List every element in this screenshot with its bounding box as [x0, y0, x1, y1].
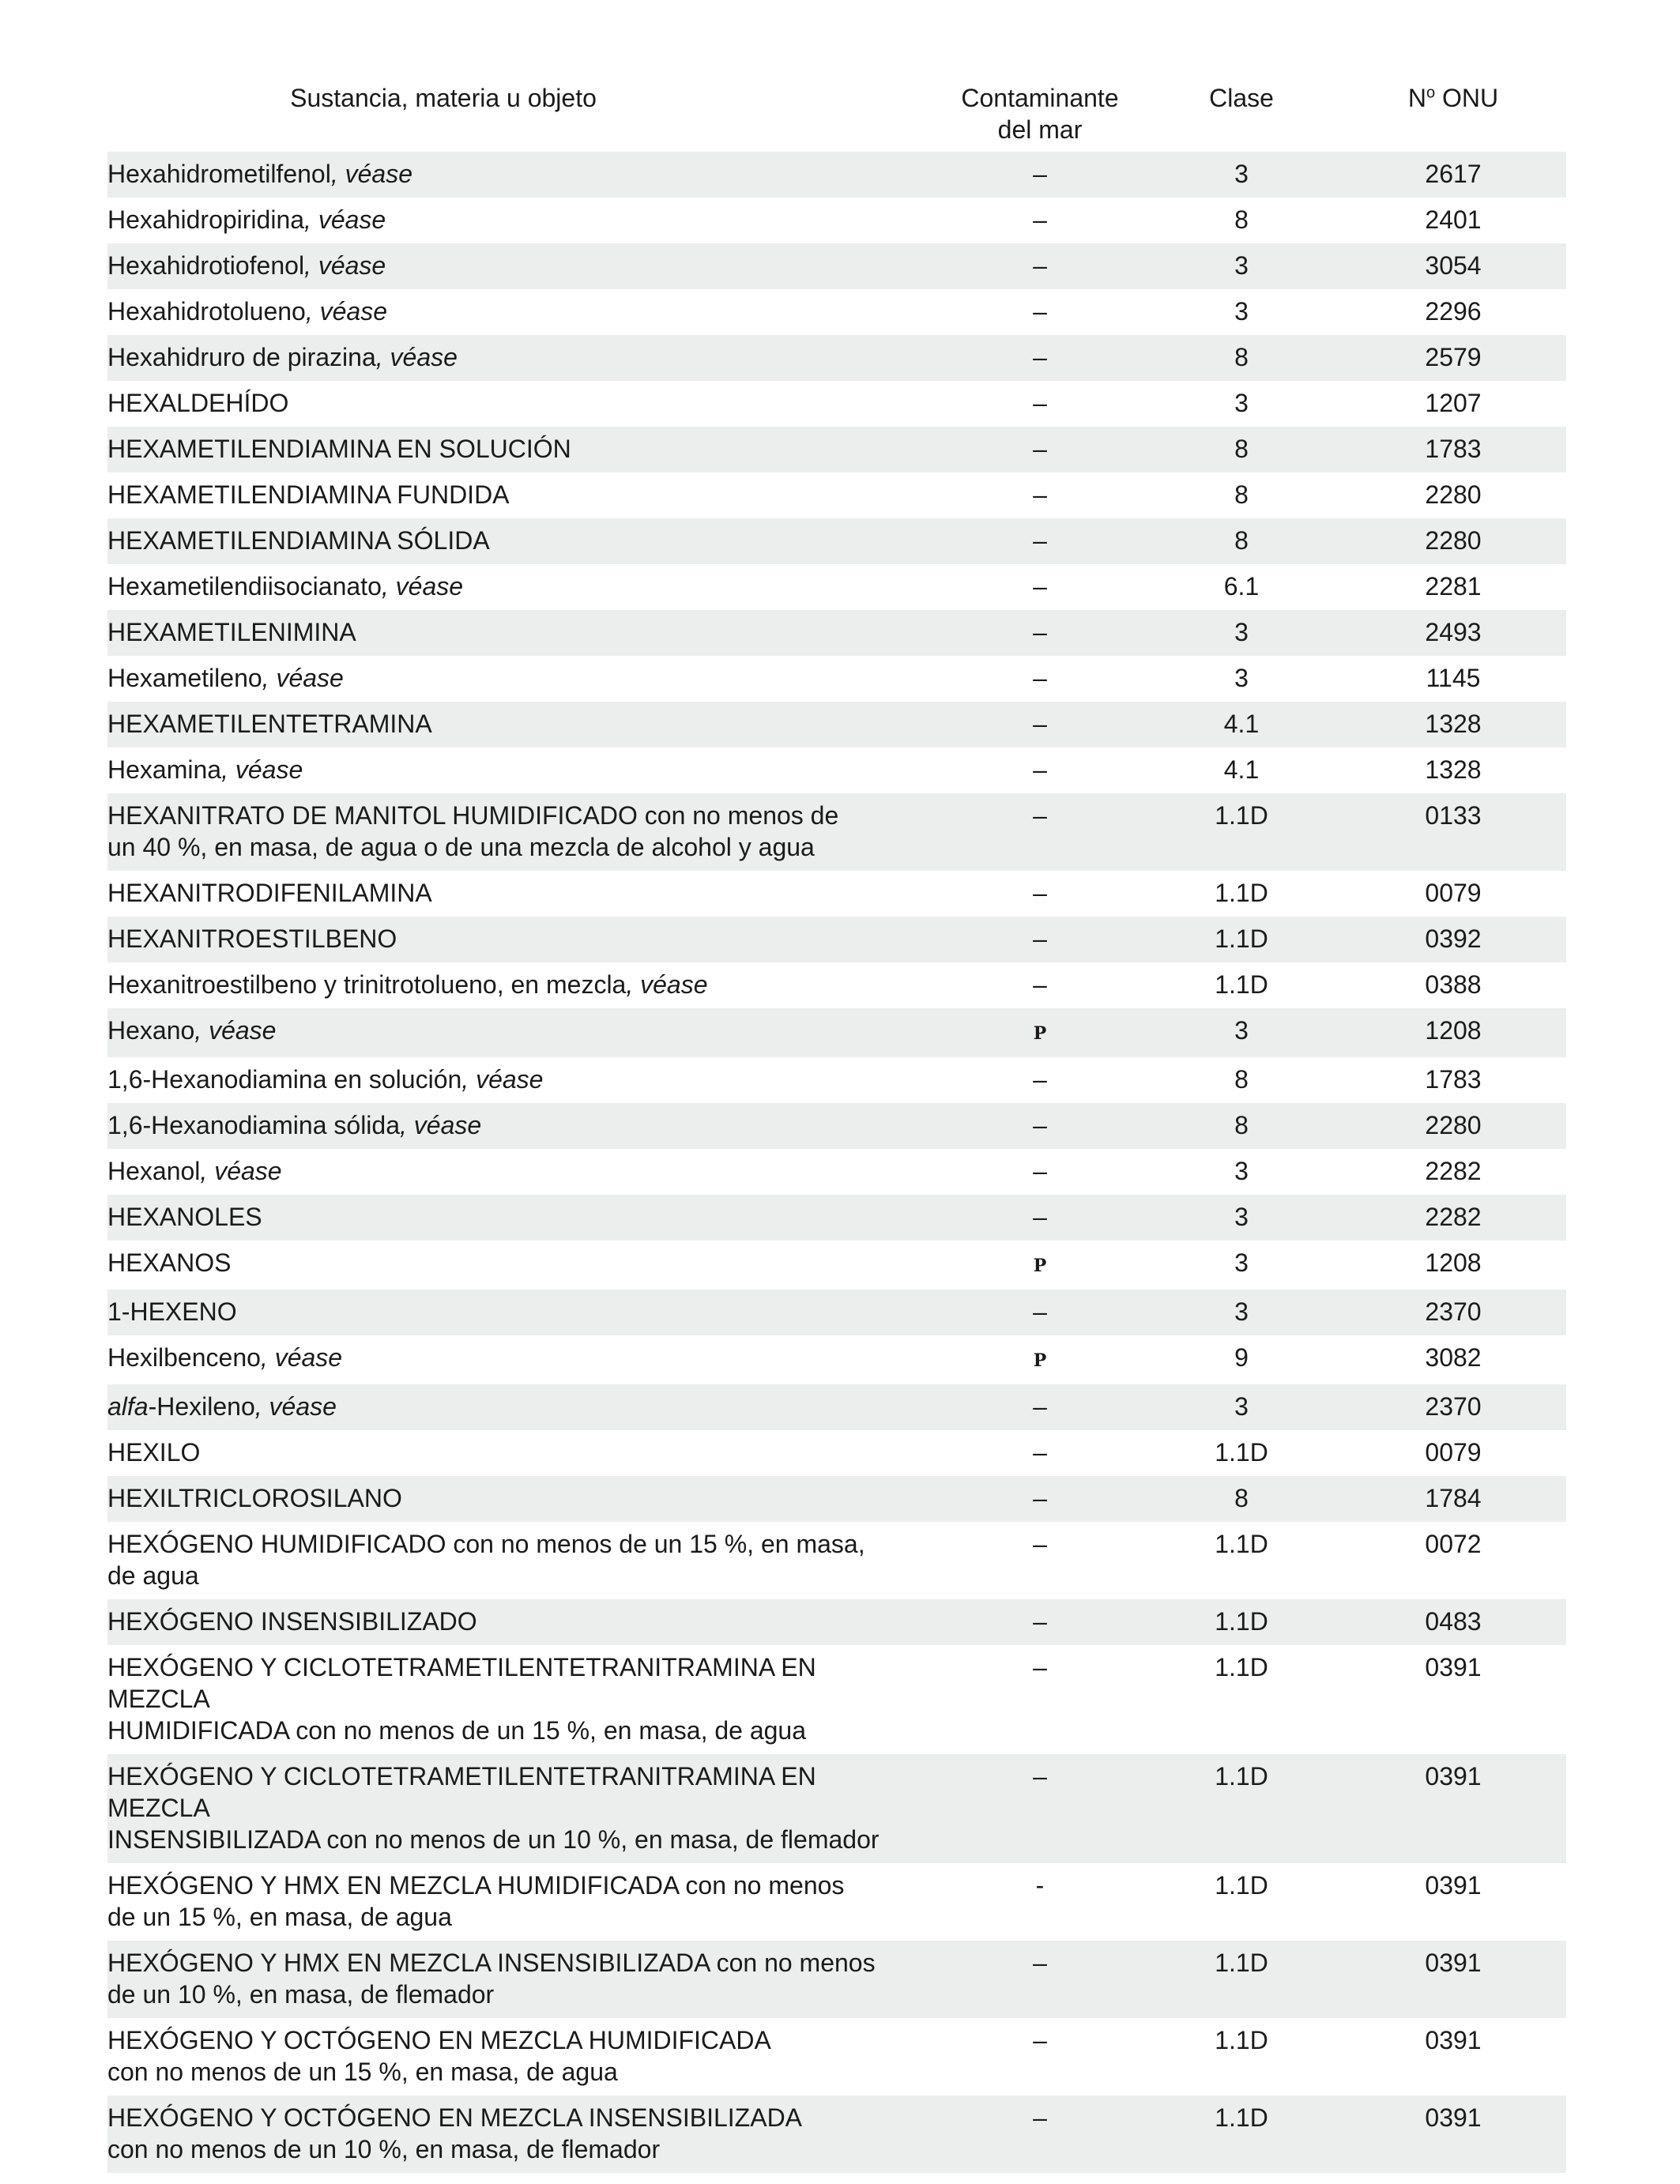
un-number-cell: 0391 [1340, 2096, 1566, 2173]
marine-pollutant-cell [937, 152, 1143, 198]
substance-name: HEXANOS [107, 1248, 232, 1277]
substance-name-cell [107, 610, 937, 656]
class-cell: 1.1D [1215, 1438, 1268, 1467]
substance-name-continuation: con no menos de un 10 %, en masa, de flemador [107, 2135, 661, 2163]
marine-pollutant-cell [937, 1290, 1143, 1335]
marine-pollutant-cell [937, 1241, 1143, 1290]
substance-name-cell [107, 1241, 937, 1290]
un-number-cell: 1208 [1340, 1008, 1566, 1057]
marine-pollutant-cell [937, 871, 1143, 917]
marine-pollutant-cell [937, 427, 1143, 473]
substance-name-continuation: de un 10 %, en masa, de flemador [107, 1980, 495, 2009]
table-row [107, 335, 1566, 381]
substance-name: Hexahidrotiofenol [107, 251, 305, 280]
substance-name: Hexanol [107, 1157, 201, 1185]
substance-name: 1,6-Hexanodiamina sólida [107, 1111, 400, 1139]
document-page [107, 79, 1566, 2173]
substance-name: HEXANOLES [107, 1203, 262, 1231]
marine-pollutant-dash: – [1033, 1203, 1047, 1231]
un-number-cell: 0079 [1425, 879, 1482, 907]
substance-name-cell [107, 656, 937, 702]
un-number-cell: 3082 [1425, 1343, 1482, 1372]
class-cell: 3 [1143, 152, 1340, 198]
substance-name-cell [107, 702, 937, 747]
un-number-cell: 0391 [1340, 1754, 1566, 1863]
table-body [107, 152, 1566, 2173]
un-number-cell: 2281 [1425, 572, 1482, 601]
marine-pollutant-dash: – [1033, 480, 1047, 509]
substance-name-cell [107, 1335, 937, 1384]
substance-name-cell [107, 1290, 937, 1335]
substance-name: Hexahidruro de pirazina [107, 343, 376, 371]
table-row [107, 1335, 1566, 1384]
substance-name: HEXILO [107, 1438, 201, 1467]
class-cell: 3 [1234, 297, 1249, 326]
header-un-sup: o [1426, 84, 1436, 102]
marine-pollutant-dash: – [1033, 710, 1047, 738]
marine-pollutant-cell [937, 518, 1143, 564]
marine-pollutant-cell [937, 1149, 1143, 1195]
marine-pollutant-cell [937, 1476, 1143, 1522]
substance-name-cell [107, 917, 937, 962]
marine-pollutant-cell [937, 1384, 1143, 1430]
substance-name-cell [107, 289, 937, 335]
substance-name-prefix-italic: alfa [107, 1392, 149, 1421]
marine-pollutant-cell [937, 2018, 1143, 2096]
substance-name-continuation: de un 15 %, en masa, de agua [107, 1903, 452, 1931]
class-cell: 1.1D [1143, 2096, 1340, 2173]
marine-pollutant-cell [937, 610, 1143, 656]
marine-pollutant-dash: – [1033, 2103, 1047, 2132]
marine-pollutant-cell [937, 564, 1143, 610]
marine-pollutant-cell [937, 1863, 1143, 1941]
un-number-cell: 0133 [1340, 793, 1566, 871]
table-row [107, 871, 1566, 917]
substance-name: HEXÓGENO Y HMX EN MEZCLA HUMIDIFICADA con no menos [107, 1871, 845, 1900]
substance-name: HEXÓGENO Y CICLOTETRAMETILENTETRANITRAMINA EN MEZCLA [107, 1762, 816, 1822]
substance-name-cell [107, 427, 937, 473]
un-number-cell: 1145 [1426, 664, 1481, 692]
marine-pollutant-dash: – [1033, 526, 1047, 555]
un-number-cell: 1328 [1425, 755, 1482, 784]
see-reference: , véase [304, 205, 386, 234]
marine-pollutant-cell [937, 1645, 1143, 1754]
un-number-cell: 1328 [1340, 702, 1566, 747]
un-number-cell: 1208 [1425, 1248, 1482, 1277]
table-row [107, 243, 1566, 289]
class-cell: 1.1D [1215, 970, 1268, 999]
marine-pollutant-dash: – [1033, 1484, 1047, 1512]
marine-pollutant-mark: P [1033, 1256, 1047, 1276]
table-row [107, 1476, 1566, 1522]
un-number-cell: 2579 [1340, 335, 1566, 381]
un-number-cell: 2296 [1425, 297, 1482, 326]
un-number-cell: 2280 [1340, 518, 1566, 564]
un-number-cell: 0079 [1425, 1438, 1482, 1467]
un-number-cell: 2370 [1340, 1290, 1566, 1335]
class-cell: 6.1 [1223, 572, 1260, 601]
marine-pollutant-cell [937, 793, 1143, 871]
substance-name: Hexametilendiisocianato [107, 572, 382, 601]
marine-pollutant-dash: – [1033, 1157, 1047, 1185]
class-cell: 1.1D [1215, 1530, 1268, 1558]
table-row [107, 656, 1566, 702]
see-reference: , véase [254, 1392, 337, 1421]
header-un-prefix: N [1407, 84, 1426, 112]
substance-name-continuation: HUMIDIFICADA con no menos de un 15 %, en masa, de agua [107, 1716, 807, 1745]
see-reference: , véase [304, 251, 386, 280]
substance-name-continuation: de agua [107, 1561, 199, 1590]
substance-name-continuation: INSENSIBILIZADA con no menos de un 10 %, en masa, de flemador [107, 1825, 880, 1854]
substance-name-cell [107, 335, 937, 381]
substance-name: 1-HEXENO [107, 1297, 237, 1326]
header-marine-pollutant [937, 79, 1143, 152]
un-number-cell: 0391 [1425, 1653, 1482, 1681]
table-row [107, 473, 1566, 518]
substance-name-cell [107, 1754, 937, 1863]
table-row [107, 564, 1566, 610]
see-reference: , véase [381, 572, 464, 601]
substance-name: HEXAMETILENDIAMINA SÓLIDA [107, 526, 490, 555]
substance-name: HEXÓGENO Y OCTÓGENO EN MEZCLA INSENSIBILIZADA [107, 2103, 803, 2132]
class-cell: 4.1 [1143, 702, 1340, 747]
marine-pollutant-cell [937, 917, 1143, 962]
marine-pollutant-mark: P [1033, 1023, 1047, 1044]
header-un-suffix: ONU [1435, 84, 1499, 112]
table-row [107, 1149, 1566, 1195]
substance-name-cell [107, 871, 937, 917]
substance-name-cell [107, 564, 937, 610]
marine-pollutant-cell [937, 1335, 1143, 1384]
un-number-cell: 0388 [1425, 970, 1482, 999]
marine-pollutant-cell [937, 747, 1143, 793]
table-row [107, 1103, 1566, 1149]
substance-name-cell [107, 518, 937, 564]
table-row [107, 2096, 1566, 2173]
substance-name: HEXAMETILENDIAMINA FUNDIDA [107, 480, 510, 509]
un-number-cell: 0392 [1340, 917, 1566, 962]
table-row [107, 747, 1566, 793]
class-cell: 4.1 [1223, 755, 1260, 784]
marine-pollutant-cell [937, 243, 1143, 289]
marine-pollutant-dash: – [1033, 1530, 1047, 1558]
class-cell: 8 [1234, 480, 1249, 509]
table-row [107, 1599, 1566, 1645]
substance-name-cell [107, 1941, 937, 2018]
see-reference: , véase [330, 160, 412, 188]
un-number-cell: 0391 [1425, 2026, 1482, 2054]
marine-pollutant-cell [937, 1008, 1143, 1057]
substance-name-cell [107, 1863, 937, 1941]
substance-name-cell [107, 1008, 937, 1057]
marine-pollutant-mark: P [1033, 1350, 1047, 1371]
substance-name-cell [107, 381, 937, 427]
substance-name: HEXÓGENO INSENSIBILIZADO [107, 1607, 477, 1636]
un-number-cell: 2617 [1340, 152, 1566, 198]
class-cell: 8 [1143, 518, 1340, 564]
un-number-cell: 1783 [1425, 1065, 1482, 1094]
un-number-cell: 0483 [1340, 1599, 1566, 1645]
marine-pollutant-cell [937, 473, 1143, 518]
class-cell: 3 [1143, 1195, 1340, 1241]
marine-pollutant-cell [937, 335, 1143, 381]
table-row [107, 1863, 1566, 1941]
marine-pollutant-dash: – [1033, 1653, 1047, 1681]
class-cell: 8 [1234, 205, 1249, 234]
class-cell: 3 [1143, 1008, 1340, 1057]
substance-name: Hexano [107, 1016, 195, 1045]
class-cell: 3 [1143, 610, 1340, 656]
substance-name: Hexanitroestilbeno y trinitrotolueno, en mezcla [107, 970, 627, 999]
table-row [107, 610, 1566, 656]
header-marine-pollutant-line2: del mar [997, 115, 1083, 144]
class-cell: 1.1D [1143, 1754, 1340, 1863]
class-cell: 1.1D [1215, 1653, 1268, 1681]
substance-name: Hexamina [107, 755, 222, 784]
un-number-cell: 0391 [1425, 1871, 1482, 1900]
marine-pollutant-cell [937, 2096, 1143, 2173]
see-reference: , véase [260, 1343, 343, 1372]
class-cell: 3 [1143, 243, 1340, 289]
un-number-cell: 2370 [1340, 1384, 1566, 1430]
substance-name-cell [107, 2018, 937, 2096]
substance-name-cell [107, 1645, 937, 1754]
see-reference: , véase [221, 755, 303, 784]
table-row [107, 518, 1566, 564]
marine-pollutant-dash: – [1033, 879, 1047, 907]
table-row [107, 1754, 1566, 1863]
table-row [107, 1384, 1566, 1430]
un-number-cell: 2282 [1340, 1195, 1566, 1241]
marine-pollutant-dash: – [1033, 251, 1047, 280]
class-cell: 1.1D [1215, 879, 1268, 907]
marine-pollutant-cell [937, 656, 1143, 702]
marine-pollutant-dash: – [1033, 1762, 1047, 1791]
substance-name-cell [107, 1599, 937, 1645]
marine-pollutant-dash: – [1033, 205, 1047, 234]
un-number-cell: 2493 [1340, 610, 1566, 656]
class-cell: 8 [1143, 1103, 1340, 1149]
un-number-cell: 1207 [1425, 389, 1482, 417]
marine-pollutant-dash: – [1033, 1065, 1047, 1094]
marine-pollutant-cell [937, 1195, 1143, 1241]
class-cell: 8 [1143, 335, 1340, 381]
substance-name: -Hexileno [148, 1392, 255, 1421]
un-number-cell: 0391 [1340, 1941, 1566, 2018]
substance-name: Hexahidropiridina [107, 205, 305, 234]
substance-name: HEXÓGENO Y HMX EN MEZCLA INSENSIBILIZADA con no menos [107, 1949, 876, 1977]
marine-pollutant-dash: – [1033, 1297, 1047, 1326]
substance-name-cell [107, 962, 937, 1008]
marine-pollutant-dash: – [1033, 1607, 1047, 1636]
substance-name-cell [107, 1149, 937, 1195]
substance-name: Hexahidrometilfenol [107, 160, 331, 188]
substance-name-cell [107, 1384, 937, 1430]
un-number-cell: 2282 [1425, 1157, 1482, 1185]
substance-name: Hexahidrotolueno [107, 297, 306, 326]
header-marine-pollutant-line1: Contaminante [961, 84, 1119, 112]
table-row [107, 962, 1566, 1008]
substance-name: HEXAMETILENDIAMINA EN SOLUCIÓN [107, 435, 571, 463]
substance-name: 1,6-Hexanodiamina en solución [107, 1065, 462, 1094]
substance-name-cell [107, 1057, 937, 1103]
substance-name-cell [107, 198, 937, 243]
marine-pollutant-cell [937, 1754, 1143, 1863]
table-row [107, 793, 1566, 871]
marine-pollutant-dash: – [1033, 343, 1047, 371]
see-reference: , véase [194, 1016, 277, 1045]
class-cell: 9 [1234, 1343, 1249, 1372]
substance-name-cell [107, 747, 937, 793]
marine-pollutant-dash: – [1033, 572, 1047, 601]
substance-name-cell [107, 1476, 937, 1522]
substance-name-cell [107, 793, 937, 871]
marine-pollutant-cell [937, 1941, 1143, 2018]
marine-pollutant-cell [937, 1522, 1143, 1599]
marine-pollutant-dash: – [1033, 755, 1047, 784]
substance-name: HEXILTRICLOROSILANO [107, 1484, 402, 1512]
marine-pollutant-dash: – [1033, 389, 1047, 417]
header-class: Clase [1209, 84, 1274, 112]
substance-name-continuation: un 40 %, en masa, de agua o de una mezcla de alcohol y agua [107, 833, 815, 861]
substance-name-cell [107, 1103, 937, 1149]
marine-pollutant-dash: – [1033, 618, 1047, 646]
table-row [107, 1522, 1566, 1599]
marine-pollutant-cell [937, 1430, 1143, 1476]
substance-name: HEXANITROESTILBENO [107, 924, 397, 953]
marine-pollutant-cell [937, 289, 1143, 335]
substance-name-cell [107, 2096, 937, 2173]
see-reference: , véase [400, 1111, 482, 1139]
table-header [107, 79, 1566, 152]
marine-pollutant-cell [937, 1103, 1143, 1149]
table-row [107, 198, 1566, 243]
class-cell: 3 [1234, 1157, 1249, 1185]
substance-name: HEXAMETILENTETRAMINA [107, 710, 432, 738]
table-row [107, 1008, 1566, 1057]
marine-pollutant-dash: – [1033, 664, 1047, 692]
header-substance: Sustancia, materia u objeto [290, 84, 597, 112]
substance-name: HEXAMETILENIMINA [107, 618, 356, 646]
table-row [107, 702, 1566, 747]
substance-name-cell [107, 473, 937, 518]
marine-pollutant-cell [937, 1057, 1143, 1103]
marine-pollutant-dash: - [1035, 1871, 1045, 1900]
table-row [107, 289, 1566, 335]
class-cell: 8 [1234, 1065, 1249, 1094]
class-cell: 1.1D [1143, 1941, 1340, 2018]
marine-pollutant-cell [937, 1599, 1143, 1645]
substance-name: HEXÓGENO HUMIDIFICADO con no menos de un 15 %, en masa, [107, 1530, 865, 1558]
marine-pollutant-cell [937, 962, 1143, 1008]
table-row [107, 1941, 1566, 2018]
un-number-cell: 2401 [1425, 205, 1482, 234]
see-reference: , véase [461, 1065, 544, 1094]
marine-pollutant-dash: – [1033, 801, 1047, 830]
table-row [107, 1195, 1566, 1241]
see-reference: , véase [305, 297, 388, 326]
class-cell: 1.1D [1215, 1871, 1268, 1900]
table-row [107, 1057, 1566, 1103]
un-number-cell: 3054 [1340, 243, 1566, 289]
substance-name: HEXALDEHÍDO [107, 389, 289, 417]
substance-name-cell [107, 1430, 937, 1476]
see-reference: , véase [200, 1157, 282, 1185]
substance-name: HEXANITRODIFENILAMINA [107, 879, 432, 907]
see-reference: , véase [375, 343, 458, 371]
substance-table [107, 79, 1566, 2173]
marine-pollutant-dash: – [1033, 1949, 1047, 1977]
class-cell: 3 [1234, 1248, 1249, 1277]
substance-name: Hexametileno [107, 664, 262, 692]
table-row [107, 2018, 1566, 2096]
un-number-cell: 1784 [1340, 1476, 1566, 1522]
see-reference: , véase [626, 970, 708, 999]
marine-pollutant-dash: – [1033, 970, 1047, 999]
class-cell: 1.1D [1143, 917, 1340, 962]
marine-pollutant-dash: – [1033, 1392, 1047, 1421]
class-cell: 8 [1143, 427, 1340, 473]
table-row [107, 1645, 1566, 1754]
table-row [107, 152, 1566, 198]
un-number-cell: 1783 [1340, 427, 1566, 473]
substance-name-cell [107, 152, 937, 198]
marine-pollutant-dash: – [1033, 1111, 1047, 1139]
marine-pollutant-dash: – [1033, 160, 1047, 188]
marine-pollutant-cell [937, 702, 1143, 747]
table-row [107, 427, 1566, 473]
un-number-cell: 2280 [1425, 480, 1482, 509]
substance-name-continuation: con no menos de un 15 %, en masa, de agua [107, 2058, 618, 2086]
marine-pollutant-dash: – [1033, 2026, 1047, 2054]
table-row [107, 381, 1566, 427]
class-cell: 3 [1143, 1384, 1340, 1430]
class-cell: 1.1D [1143, 793, 1340, 871]
table-row [107, 1290, 1566, 1335]
see-reference: , véase [262, 664, 344, 692]
class-cell: 3 [1234, 389, 1249, 417]
substance-name-cell [107, 1522, 937, 1599]
header-un-number [1340, 79, 1566, 152]
substance-name-cell [107, 243, 937, 289]
marine-pollutant-dash: – [1033, 1438, 1047, 1467]
marine-pollutant-dash: – [1033, 435, 1047, 463]
table-row [107, 1241, 1566, 1290]
substance-name: HEXÓGENO Y OCTÓGENO EN MEZCLA HUMIDIFICADA [107, 2026, 771, 2054]
class-cell: 8 [1143, 1476, 1340, 1522]
substance-name: Hexilbenceno [107, 1343, 261, 1372]
marine-pollutant-cell [937, 381, 1143, 427]
un-number-cell: 2280 [1340, 1103, 1566, 1149]
class-cell: 1.1D [1215, 2026, 1268, 2054]
table-row [107, 917, 1566, 962]
class-cell: 3 [1234, 664, 1249, 692]
marine-pollutant-dash: – [1033, 297, 1047, 326]
class-cell: 3 [1143, 1290, 1340, 1335]
un-number-cell: 0072 [1425, 1530, 1482, 1558]
substance-name-cell [107, 1195, 937, 1241]
marine-pollutant-cell [937, 198, 1143, 243]
table-row [107, 1430, 1566, 1476]
substance-name: HEXANITRATO DE MANITOL HUMIDIFICADO con no menos de [107, 801, 839, 830]
substance-name: HEXÓGENO Y CICLOTETRAMETILENTETRANITRAMINA EN MEZCLA [107, 1653, 816, 1713]
marine-pollutant-dash: – [1033, 924, 1047, 953]
class-cell: 1.1D [1143, 1599, 1340, 1645]
